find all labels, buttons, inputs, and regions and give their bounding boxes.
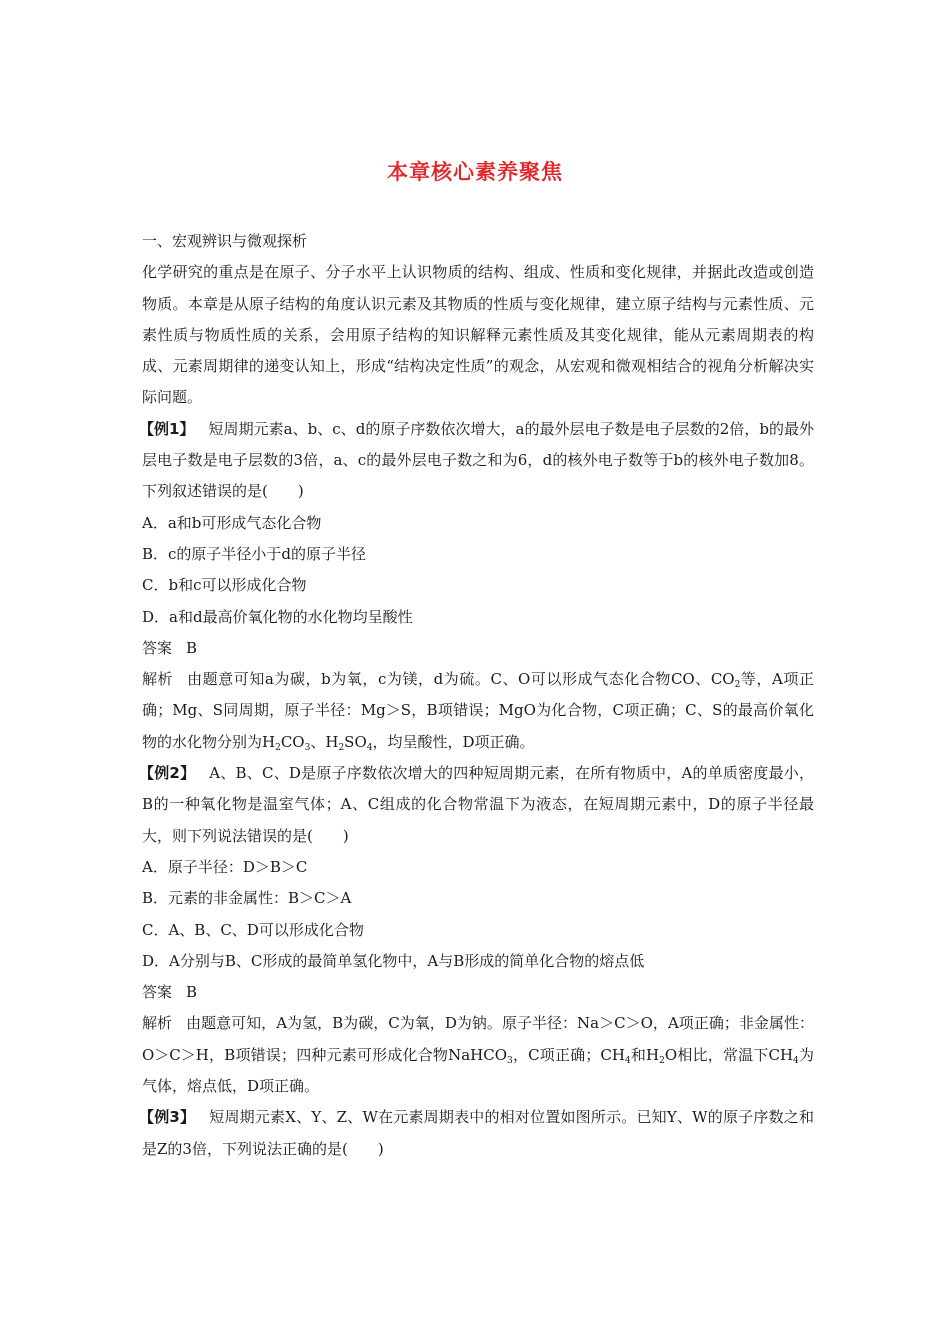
example-2-answer [142, 977, 814, 1008]
subscript: 2 [338, 742, 345, 753]
example-3-label: 【例3】 [139, 1108, 196, 1127]
analysis-label: 解析 [142, 670, 174, 689]
analysis-text: ，C项正确；CH [512, 1045, 625, 1064]
example-1-label: 【例1】 [139, 419, 195, 438]
example-1-text: 短周期元素a、b、c、d的原子序数依次增大，a的最外层电子数是电子层数的2倍，b的最外层电子数是电子层数的3倍，a、c的最外层电子数之和为6，d的核外电子数等于b的核外电子数加8。下列叙述错误的是( ) [142, 419, 815, 501]
analysis-text: O相比，常温下CH [664, 1045, 794, 1064]
subscript: 4 [793, 1055, 799, 1066]
example-2-stem [139, 758, 815, 852]
answer-label: 答案 [142, 983, 173, 1002]
example-2-option-b: B．元素的非金属性：B＞C＞A [142, 889, 352, 908]
answer-value: B [186, 638, 198, 657]
document-body [139, 226, 815, 1165]
analysis-text: 由题意可知a为碳，b为氧，c为镁，d为硫。C、O可以形成气态化合物CO、CO [187, 670, 735, 689]
page-title: 本章核心素养聚焦 [387, 160, 563, 184]
example-2-option-a: A．原子半径：D＞B＞C [142, 857, 308, 876]
subscript: 3 [507, 1055, 513, 1066]
example-2-label: 【例2】 [139, 764, 196, 783]
example-3-stem [139, 1102, 815, 1165]
example-1-option-d: D．a和d最高价氧化物的水化物均呈酸性 [142, 607, 413, 626]
example-1-option-b: B．c的原子半径小于d的原子半径 [142, 544, 367, 563]
answer-label: 答案 [142, 638, 173, 657]
subscript: 4 [366, 742, 373, 753]
example-2-text: A、B、C、D是原子序数依次增大的四种短周期元素，在所有物质中，A的单质密度最小，B的一种氧化物是温室气体；A、C组成的化合物常温下为液态，在短周期元素中，D的原子半径最大，则下列说法错误的是( ) [142, 764, 815, 845]
section-heading: 一、宏观辨识与微观探析 [142, 232, 308, 250]
example-1-analysis [142, 664, 814, 758]
analysis-label: 解析 [142, 1014, 173, 1033]
example-1-stem [139, 414, 815, 508]
subscript: 3 [304, 742, 311, 753]
example-2-option-c: C．A、B、C、D可以形成化合物 [142, 920, 364, 939]
example-2-analysis [142, 1008, 814, 1102]
subscript: 4 [624, 1055, 631, 1066]
intro-paragraph: 化学研究的重点是在原子、分子水平上认识物质的结构、组成、性质和变化规律，并据此改造或创造物质。本章是从原子结构的角度认识元素及其物质的性质与变化规律，建立原子结构与元素性质、元素性质与物质性质的关系，会用原子结构的知识解释元素性质及其变化规律，能从元素周期表的构成、元素周期律的递变认知上，形成“结构决定性质”的观念，从宏观和微观相结合的视角分析解决实际问题。 [142, 263, 814, 407]
analysis-text: 、H [310, 732, 339, 751]
example-1-answer [142, 633, 814, 664]
subscript: 2 [275, 742, 281, 753]
example-3-text: 短周期元素X、Y、Z、W在元素周期表中的相对位置如图所示。已知Y、W的原子序数之和是Z的3倍，下列说法正确的是( ) [142, 1108, 815, 1158]
analysis-text: SO [344, 732, 367, 751]
analysis-text: CO [280, 732, 305, 751]
analysis-text: 为气体，熔点低，D项正确。 [142, 1045, 814, 1096]
example-2-option-d: D．A分别与B、C形成的最简单氢化物中，A与B形成的简单化合物的熔点低 [142, 951, 645, 970]
subscript: 2 [734, 680, 741, 691]
subscript: 2 [659, 1055, 665, 1066]
analysis-text: 等，A项正确；Mg、S同周期，原子半径：Mg＞S，B项错误；MgO为化合物，C项正确；C、S的最高价氧化物的水化物分别为H [142, 670, 814, 751]
example-1-option-c: C．b和c可以形成化合物 [142, 576, 307, 595]
answer-value: B [186, 983, 198, 1002]
analysis-text: 由题意可知，A为氢，B为碳，C为氧，D为钠。原子半径：Na＞C＞O，A项正确；非金属性：O＞C＞H，B项错误；四种元素可形成化合物NaHCO [142, 1014, 814, 1064]
example-1-option-a: A．a和b可形成气态化合物 [142, 513, 322, 532]
analysis-text: 和H [630, 1045, 660, 1064]
analysis-text: ，均呈酸性，D项正确。 [372, 732, 535, 751]
